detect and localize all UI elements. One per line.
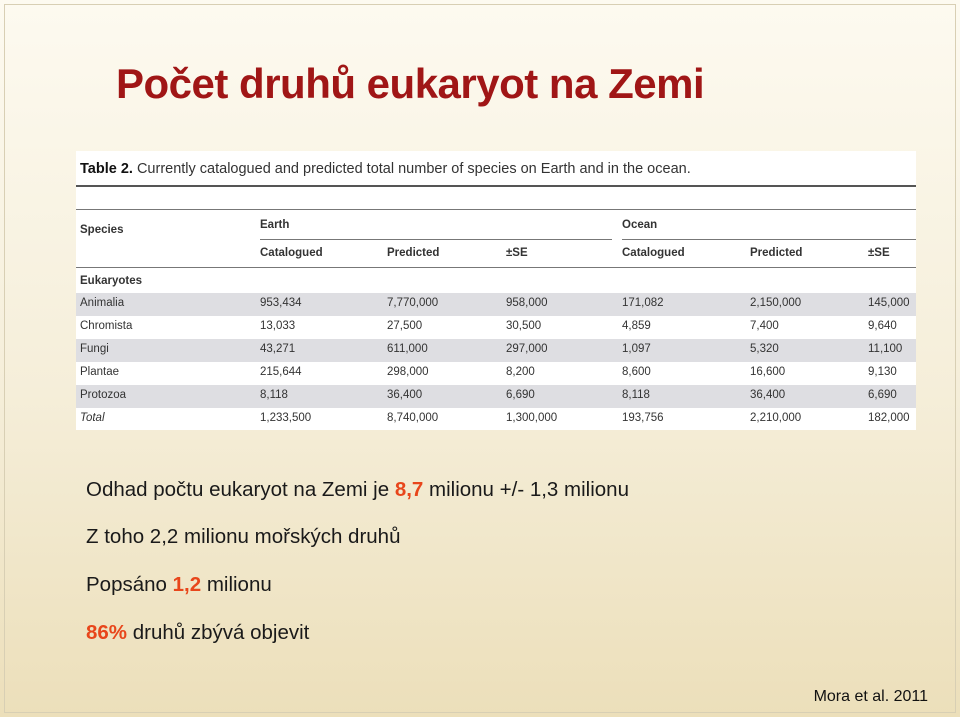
cell-species: Total: [80, 412, 105, 424]
table-caption-lead: Table 2.: [80, 161, 133, 177]
group-label-eukaryotes: Eukaryotes: [80, 275, 143, 287]
ocean-predicted-header: Predicted: [750, 247, 803, 259]
cell-ocean-se: 6,690: [868, 389, 897, 401]
cell-ocean-catalogued: 8,600: [622, 366, 651, 378]
cell-earth-se: 30,500: [506, 320, 542, 332]
table-row: [76, 362, 916, 385]
cell-earth-catalogued: 1,233,500: [260, 412, 312, 424]
cell-earth-catalogued: 13,033: [260, 320, 296, 332]
cell-earth-se: 297,000: [506, 343, 548, 355]
ocean-se-header: ±SE: [868, 247, 890, 259]
cell-earth-catalogued: 43,271: [260, 343, 296, 355]
cell-ocean-predicted: 16,600: [750, 366, 786, 378]
cell-earth-se: 8,200: [506, 366, 535, 378]
summary-line-described: [86, 573, 272, 597]
cell-ocean-se: 9,640: [868, 320, 897, 332]
rule-earth-span: [260, 239, 612, 240]
cell-earth-predicted: 27,500: [387, 320, 423, 332]
cell-earth-catalogued: 953,434: [260, 297, 302, 309]
rule-ocean-span: [622, 239, 916, 240]
summary-line-estimate: [86, 478, 629, 502]
highlight-number: 86%: [86, 621, 128, 644]
cell-earth-predicted: 8,740,000: [387, 412, 439, 424]
cell-ocean-catalogued: 4,859: [622, 320, 651, 332]
cell-ocean-predicted: 2,210,000: [750, 412, 802, 424]
table-caption-text: Currently catalogued and predicted total number of species on Earth and in the ocean.: [136, 161, 691, 177]
highlight-number: 1,2: [172, 573, 202, 596]
cell-ocean-catalogued: 1,097: [622, 343, 651, 355]
cell-earth-se: 6,690: [506, 389, 535, 401]
ocean-header: Ocean: [622, 219, 658, 231]
cell-ocean-se: 145,000: [868, 297, 910, 309]
rule-below-caption: [76, 209, 916, 210]
summary-line-marine: [86, 525, 400, 549]
species-table: [76, 151, 916, 430]
rule-below-headers: [76, 267, 916, 268]
highlight-number: 8,7: [394, 478, 424, 501]
cell-earth-predicted: 36,400: [387, 389, 423, 401]
cell-ocean-predicted: 36,400: [750, 389, 786, 401]
species-header: Species: [80, 224, 124, 236]
slide-title: Počet druhů eukaryot na Zemi: [116, 60, 705, 107]
cell-earth-se: 958,000: [506, 297, 548, 309]
summary-text-part: druhů zbývá objevit: [127, 621, 310, 644]
cell-earth-predicted: 7,770,000: [387, 297, 439, 309]
table-caption: [80, 161, 691, 177]
cell-ocean-catalogued: 8,118: [622, 389, 650, 401]
table-row-total: [76, 408, 916, 431]
table-row: [76, 339, 916, 362]
earth-se-header: ±SE: [506, 247, 528, 259]
table-row: [76, 293, 916, 316]
citation: Mora et al. 2011: [813, 688, 928, 705]
cell-earth-catalogued: 215,644: [260, 366, 302, 378]
cell-ocean-se: 182,000: [868, 412, 910, 424]
summary-text-part: Z toho 2,2 milionu mořských druhů: [86, 525, 401, 548]
cell-species: Chromista: [80, 320, 133, 332]
cell-ocean-predicted: 2,150,000: [750, 297, 802, 309]
cell-ocean-se: 9,130: [868, 366, 897, 378]
cell-species: Plantae: [80, 366, 120, 378]
cell-species: Protozoa: [80, 389, 127, 401]
summary-text-part: Popsáno: [86, 573, 173, 596]
cell-species: Fungi: [80, 343, 109, 355]
summary-text-part: milionu +/- 1,3 milionu: [423, 478, 629, 501]
rule-top: [76, 185, 916, 187]
cell-earth-predicted: 298,000: [387, 366, 429, 378]
cell-earth-se: 1,300,000: [506, 412, 558, 424]
cell-earth-catalogued: 8,118: [260, 389, 288, 401]
cell-ocean-catalogued: 171,082: [622, 297, 664, 309]
cell-species: Animalia: [80, 297, 125, 309]
cell-ocean-catalogued: 193,756: [622, 412, 664, 424]
cell-earth-predicted: 611,000: [387, 343, 428, 355]
cell-ocean-se: 11,100: [868, 343, 903, 355]
table-row: [76, 316, 916, 339]
cell-ocean-predicted: 7,400: [750, 320, 779, 332]
earth-predicted-header: Predicted: [387, 247, 440, 259]
summary-text-part: milionu: [201, 573, 272, 596]
cell-ocean-predicted: 5,320: [750, 343, 779, 355]
ocean-catalogued-header: Catalogued: [622, 247, 685, 259]
table-row: [76, 385, 916, 408]
summary-text-part: Odhad počtu eukaryot na Zemi je: [86, 478, 395, 501]
summary-line-undiscovered: [86, 621, 309, 645]
earth-catalogued-header: Catalogued: [260, 247, 323, 259]
earth-header: Earth: [260, 219, 290, 231]
